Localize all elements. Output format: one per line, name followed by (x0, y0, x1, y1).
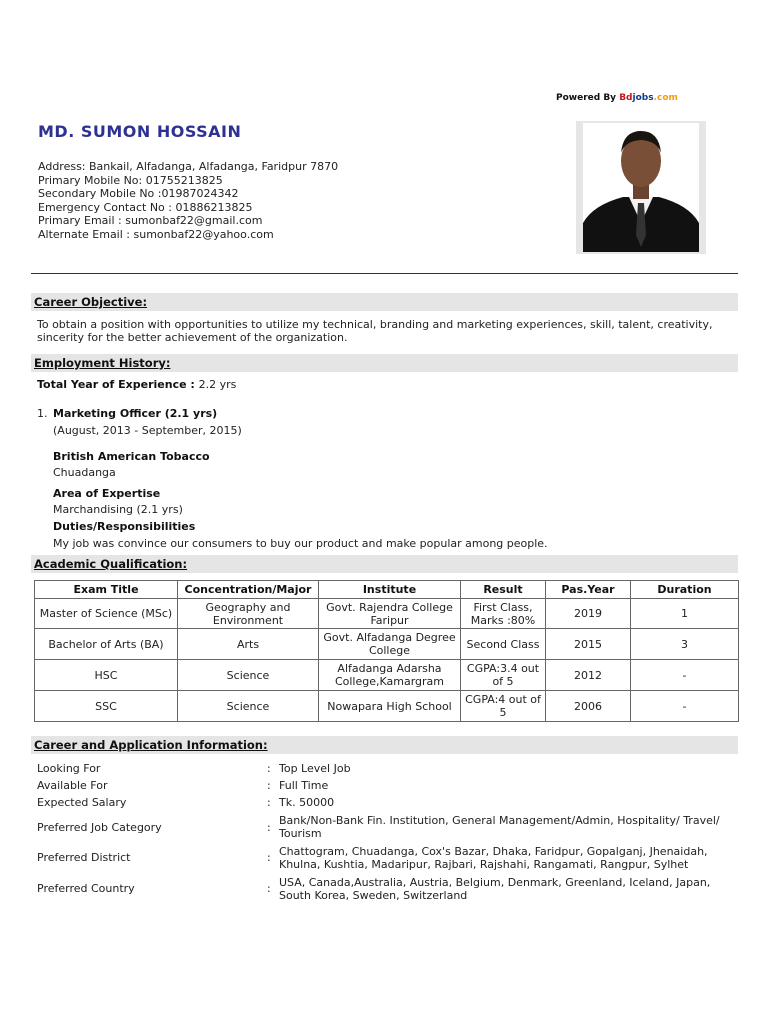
section-career-objective (31, 293, 738, 311)
column-header: Concentration/Major (178, 581, 319, 599)
address: Address: Bankail, Alfadanga, Alfadanga, Faridpur 7870 (38, 160, 339, 173)
info-value-preferred-job-category: Bank/Non-Bank Fin. Institution, General Management/Admin, Hospitality/ Travel/ Tourism (279, 814, 720, 840)
column-header: Result (461, 581, 546, 599)
contact-block (38, 160, 338, 242)
profile-photo (576, 121, 706, 254)
table-cell: Bachelor of Arts (BA) (35, 629, 178, 660)
table-cell: Science (178, 691, 319, 722)
brand-jobs: jobs (632, 93, 654, 103)
section-career-application-info (31, 736, 738, 754)
table-cell: CGPA:4 out of 5 (461, 691, 546, 722)
section-heading: Career Objective: (34, 295, 148, 309)
info-separator: : (267, 796, 271, 809)
info-value-available-for: Full Time (279, 779, 329, 792)
section-academic-qualification (31, 555, 738, 573)
table-cell: Science (178, 660, 319, 691)
table-cell: 2019 (546, 599, 631, 629)
company-location: Chuadanga (53, 466, 116, 479)
table-cell: 2012 (546, 660, 631, 691)
job-number: 1. (37, 407, 48, 420)
table-cell: Govt. Alfadanga Degree College (319, 629, 461, 660)
expertise-label: Area of Expertise (53, 487, 161, 500)
info-label-preferred-district: Preferred District (37, 851, 131, 864)
company-name: British American Tobacco (53, 450, 210, 463)
info-label-available-for: Available For (37, 779, 108, 792)
table-cell: Alfadanga Adarsha College,Kamargram (319, 660, 461, 691)
academic-table (34, 580, 739, 722)
job-period: (August, 2013 - September, 2015) (53, 424, 242, 437)
info-label-preferred-job-category: Preferred Job Category (37, 821, 162, 834)
table-row (35, 629, 739, 660)
column-header: Exam Title (35, 581, 178, 599)
table-cell: Govt. Rajendra College Faripur (319, 599, 461, 629)
table-cell: - (631, 691, 739, 722)
section-heading: Career and Application Information: (34, 738, 268, 752)
info-separator: : (267, 851, 271, 864)
table-cell: Geography and Environment (178, 599, 319, 629)
powered-by-text (556, 93, 678, 103)
info-value-expected-salary: Tk. 50000 (279, 796, 335, 809)
powered-by-prefix: Powered By (556, 93, 620, 103)
job-title: Marketing Officer (2.1 yrs) (53, 407, 218, 420)
header-divider (31, 273, 738, 274)
table-cell: Nowapara High School (319, 691, 461, 722)
total-experience-label: Total Year of Experience : (37, 378, 199, 391)
table-cell: 2015 (546, 629, 631, 660)
info-separator: : (267, 882, 271, 895)
primary-mobile: Primary Mobile No: 01755213825 (38, 173, 223, 187)
info-separator: : (267, 762, 271, 775)
duties-label: Duties/Responsibilities (53, 520, 196, 533)
career-objective-text: To obtain a position with opportunities to utilize my technical, branding and marketing experiences, skill, talent, creativity, sincerity for the better achievement of the organization. (37, 318, 713, 344)
table-row (35, 660, 739, 691)
total-experience-value: 2.2 yrs (198, 378, 237, 391)
section-employment-history (31, 354, 738, 372)
secondary-mobile: Secondary Mobile No :01987024342 (38, 187, 239, 201)
table-cell: 2006 (546, 691, 631, 722)
table-row (35, 691, 739, 722)
info-value-looking-for: Top Level Job (279, 762, 351, 775)
column-header: Institute (319, 581, 461, 599)
table-header-row (35, 581, 739, 599)
brand-bd: Bd (619, 93, 633, 103)
column-header: Pas.Year (546, 581, 631, 599)
primary-email: Primary Email : sumonbaf22@gmail.com (38, 214, 263, 228)
duties-value: My job was convince our consumers to buy our product and make popular among people. (53, 537, 548, 550)
info-separator: : (267, 821, 271, 834)
info-label-expected-salary: Expected Salary (37, 796, 127, 809)
info-label-preferred-country: Preferred Country (37, 882, 135, 895)
info-label-looking-for: Looking For (37, 762, 101, 775)
table-cell: 1 (631, 599, 739, 629)
table-cell: CGPA:3.4 out of 5 (461, 660, 546, 691)
column-header: Duration (631, 581, 739, 599)
total-experience (37, 378, 236, 391)
alternate-email: Alternate Email : sumonbaf22@yahoo.com (38, 227, 274, 241)
section-heading: Academic Qualification: (34, 557, 188, 571)
table-cell: Arts (178, 629, 319, 660)
table-cell: Second Class (461, 629, 546, 660)
table-cell: HSC (35, 660, 178, 691)
table-cell: First Class, Marks :80% (461, 599, 546, 629)
profile-photo-image (583, 123, 699, 252)
table-row (35, 599, 739, 629)
table-cell: SSC (35, 691, 178, 722)
info-value-preferred-district: Chattogram, Chuadanga, Cox's Bazar, Dhaka, Faridpur, Gopalganj, Jhenaidah, Khulna, Kushtia, Madaripur, Rajbari, Rajshahi, Rangamati, Rangpur, Sylhet (279, 845, 708, 871)
candidate-name: MD. SUMON HOSSAIN (38, 122, 242, 141)
section-heading: Employment History: (34, 356, 171, 370)
table-cell: Master of Science (MSc) (35, 599, 178, 629)
emergency-contact: Emergency Contact No : 01886213825 (38, 200, 253, 214)
info-separator: : (267, 779, 271, 792)
table-cell: - (631, 660, 739, 691)
brand-com: .com (653, 93, 678, 103)
info-value-preferred-country: USA, Canada,Australia, Austria, Belgium, Denmark, Greenland, Iceland, Japan, South Korea, Sweden, Switzerland (279, 876, 711, 902)
table-cell: 3 (631, 629, 739, 660)
expertise-value: Marchandising (2.1 yrs) (53, 503, 183, 516)
